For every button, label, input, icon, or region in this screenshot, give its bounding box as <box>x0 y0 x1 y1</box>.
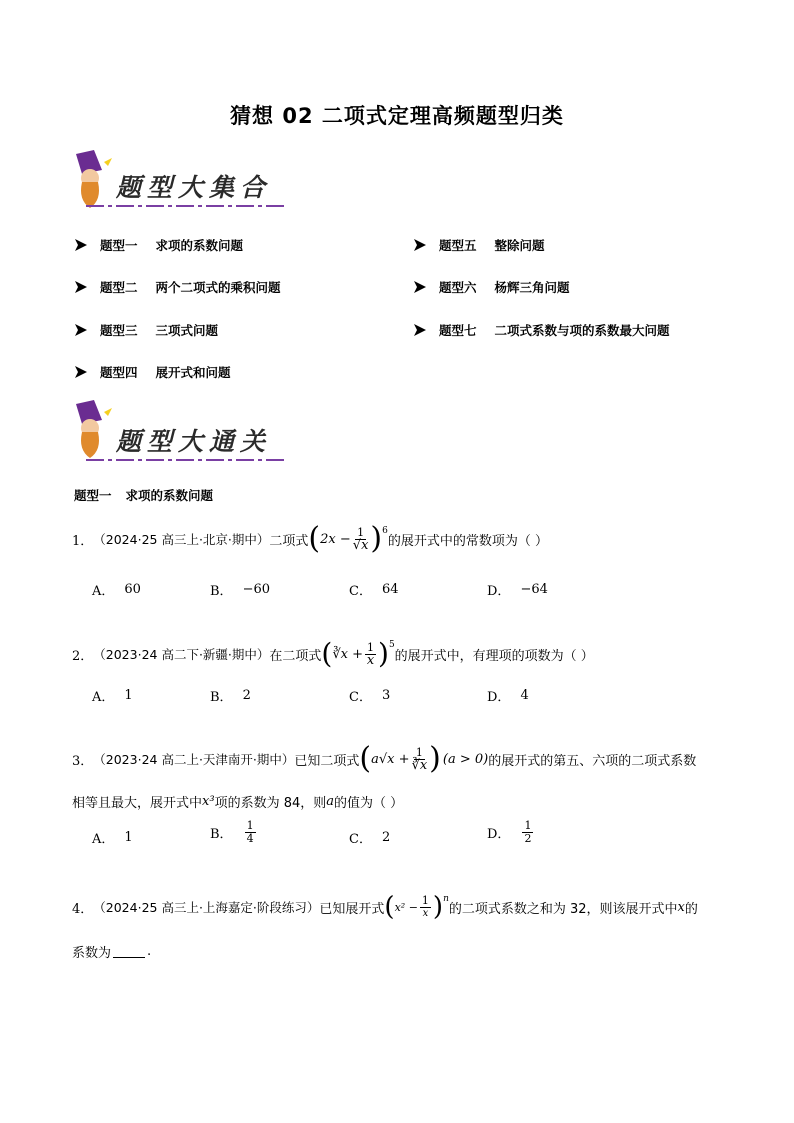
question-text: 的 <box>684 901 698 917</box>
topic-item <box>413 278 570 296</box>
question-source: （2024·25 高三上·上海嘉定·阶段练习） <box>93 900 320 915</box>
arrowhead-icon <box>74 238 88 252</box>
banner-title: 题型大集合 <box>116 173 272 202</box>
topic-label: 题型五 <box>439 238 477 253</box>
option-a <box>92 580 141 599</box>
option-c <box>349 828 390 847</box>
fraction-denominator: 2 <box>524 832 532 845</box>
question-text: 的展开式中，有理项的项数为（ ） <box>394 648 594 664</box>
question-text: 的二项式系数之和为 32，则该展开式中 <box>448 901 678 917</box>
question-text: 在二项式 <box>269 648 322 664</box>
answer-blank[interactable] <box>113 945 145 958</box>
math-expression: a√x + <box>371 751 410 767</box>
question-text: 的展开式中的常数项为（ ） <box>387 533 548 549</box>
option-letter: B． <box>210 690 233 705</box>
option-value: 3 <box>381 688 391 703</box>
math-fraction <box>412 747 428 772</box>
math-expression: 2x − <box>320 531 351 547</box>
question-text: 的展开式的第五、六项的二项式系数 <box>488 753 697 769</box>
topic-label: 题型六 <box>439 280 477 295</box>
math-exponent: 5 <box>388 640 395 650</box>
option-b <box>210 580 270 599</box>
math-variable: a <box>326 794 335 809</box>
option-letter: B． <box>210 584 233 599</box>
option-letter: A． <box>92 690 115 705</box>
banner-title: 题型大通关 <box>116 427 272 456</box>
section-label: 题型一 <box>74 488 112 503</box>
math-condition: (a > 0) <box>442 751 489 767</box>
option-value: 2 <box>242 688 251 703</box>
topic-label: 题型四 <box>100 365 138 380</box>
question-text: 相等且最大，展开式中 <box>72 796 203 811</box>
option-a <box>92 828 133 847</box>
fraction-numerator: 1 <box>367 640 374 654</box>
question-number: 4． <box>72 901 94 917</box>
question-4: 4． （2024·25 高三上·上海嘉定·阶段练习） 已知展开式 ( x² − $\frac{1}{x}$ ) $^n$ 的二项式系数之和为 32，则该展开式中 x 的 <box>72 892 698 922</box>
arrowhead-icon <box>74 280 88 294</box>
question-text: 已知二项式 <box>294 753 360 769</box>
fraction-numerator: 1 <box>415 745 423 759</box>
math-exponent: n <box>443 894 449 904</box>
topic-name: 二项式系数与项的系数最大问题 <box>494 323 670 338</box>
option-value: 64 <box>381 582 399 597</box>
question-4-line2 <box>72 942 151 961</box>
section-heading <box>74 486 227 504</box>
fraction-numerator: 1 <box>421 893 429 907</box>
math-fraction <box>365 642 376 667</box>
topic-name: 两个二项式的乘积问题 <box>155 280 281 295</box>
question-number: 1． <box>72 533 94 549</box>
option-value: 1 <box>124 830 133 845</box>
arrowhead-icon <box>413 323 427 337</box>
option-b <box>210 820 258 845</box>
fraction-denominator: x <box>422 907 429 919</box>
fraction-numerator: 1 <box>246 819 254 832</box>
topic-item <box>74 236 243 254</box>
arrowhead-icon <box>74 365 88 379</box>
math-term: x³ <box>202 794 215 809</box>
question-text: 系数为 <box>72 946 112 961</box>
section-banner-practice <box>68 398 298 468</box>
option-letter: D． <box>487 690 511 705</box>
topic-item <box>74 321 218 339</box>
option-b <box>210 686 251 705</box>
topic-item <box>74 363 231 381</box>
option-d <box>487 580 548 599</box>
arrowhead-icon <box>74 323 88 337</box>
question-source: （2023·24 高二上·天津南开·期中） <box>93 752 295 767</box>
math-variable: x <box>677 899 685 915</box>
question-3: 3． （2023·24 高二上·天津南开·期中） 已知二项式 ( a√x + $\frac{1}{∛x}$ ) (a > 0) 的展开式的第五、六项的二项式系数 <box>72 741 697 776</box>
topic-item <box>413 321 670 339</box>
option-value: 60 <box>124 582 141 597</box>
option-letter: A． <box>92 832 115 847</box>
question-number: 3． <box>72 753 94 769</box>
question-2: 2． （2023·24 高二下·新疆·期中） 在二项式 ( ∛x + $\frac{1}{x}$ ) $^5$ 的展开式中，有理项的项数为（ ） <box>72 637 594 670</box>
fraction-denominator: 4 <box>246 832 254 845</box>
topic-item <box>413 236 545 254</box>
page-title: 猜想 02 二项式定理高频题型归类 <box>230 104 564 128</box>
option-letter: B． <box>210 827 233 842</box>
option-d <box>487 820 535 845</box>
option-d <box>487 686 529 705</box>
topic-name: 展开式和问题 <box>155 365 231 380</box>
fraction-denominator: ∛x <box>411 757 428 773</box>
option-fraction <box>245 820 256 845</box>
topic-name: 整除问题 <box>494 238 545 253</box>
option-value: 1 <box>124 688 133 703</box>
option-value: 2 <box>381 830 391 845</box>
option-value: −60 <box>242 582 270 597</box>
option-a <box>92 686 133 705</box>
option-c <box>349 686 390 705</box>
section-name: 求项的系数问题 <box>125 488 214 503</box>
fraction-numerator: 1 <box>524 819 532 832</box>
question-source: （2023·24 高二下·新疆·期中） <box>93 647 270 662</box>
math-expression: x² − <box>394 900 418 914</box>
question-text: 项的系数为 84，则 <box>214 796 327 811</box>
question-source: （2024·25 高三上·北京·期中） <box>93 532 270 547</box>
option-letter: A． <box>92 584 115 599</box>
topic-item <box>74 278 281 296</box>
option-c <box>349 580 399 599</box>
arrowhead-icon <box>413 280 427 294</box>
topic-name: 求项的系数问题 <box>155 238 244 253</box>
question-1: 1． （2024·25 高三上·北京·期中） 二项式 ( 2x − $\frac{1}{√x}$ ) $^6$ 的展开式中的常数项为（ ） <box>72 521 548 556</box>
option-letter: C． <box>349 584 372 599</box>
question-text: . <box>147 944 152 959</box>
topic-name: 杨辉三角问题 <box>494 280 570 295</box>
topic-label: 题型二 <box>100 280 138 295</box>
option-fraction <box>522 820 533 845</box>
question-text: 已知展开式 <box>319 901 385 917</box>
option-value: −64 <box>520 582 548 597</box>
question-text: 的值为（ ） <box>334 796 404 811</box>
topic-name: 三项式问题 <box>155 323 219 338</box>
math-exponent: 6 <box>382 526 388 536</box>
section-banner-collection <box>68 148 298 218</box>
option-letter: C． <box>349 690 372 705</box>
option-letter: C． <box>349 832 372 847</box>
math-expression: ∛x + <box>332 646 363 662</box>
arrowhead-icon <box>413 238 427 252</box>
option-value: 4 <box>520 688 529 703</box>
question-text: 二项式 <box>269 533 309 549</box>
topic-label: 题型三 <box>100 323 138 338</box>
topic-label: 题型一 <box>100 238 138 253</box>
math-fraction <box>420 895 431 920</box>
topic-label: 题型七 <box>439 323 477 338</box>
math-fraction <box>353 527 369 552</box>
question-number: 2． <box>72 648 94 664</box>
option-letter: D． <box>487 584 511 599</box>
fraction-denominator: x <box>366 652 375 668</box>
fraction-denominator: √x <box>352 537 369 553</box>
question-3-line2 <box>72 792 403 811</box>
option-letter: D． <box>487 827 511 842</box>
fraction-numerator: 1 <box>357 525 365 539</box>
